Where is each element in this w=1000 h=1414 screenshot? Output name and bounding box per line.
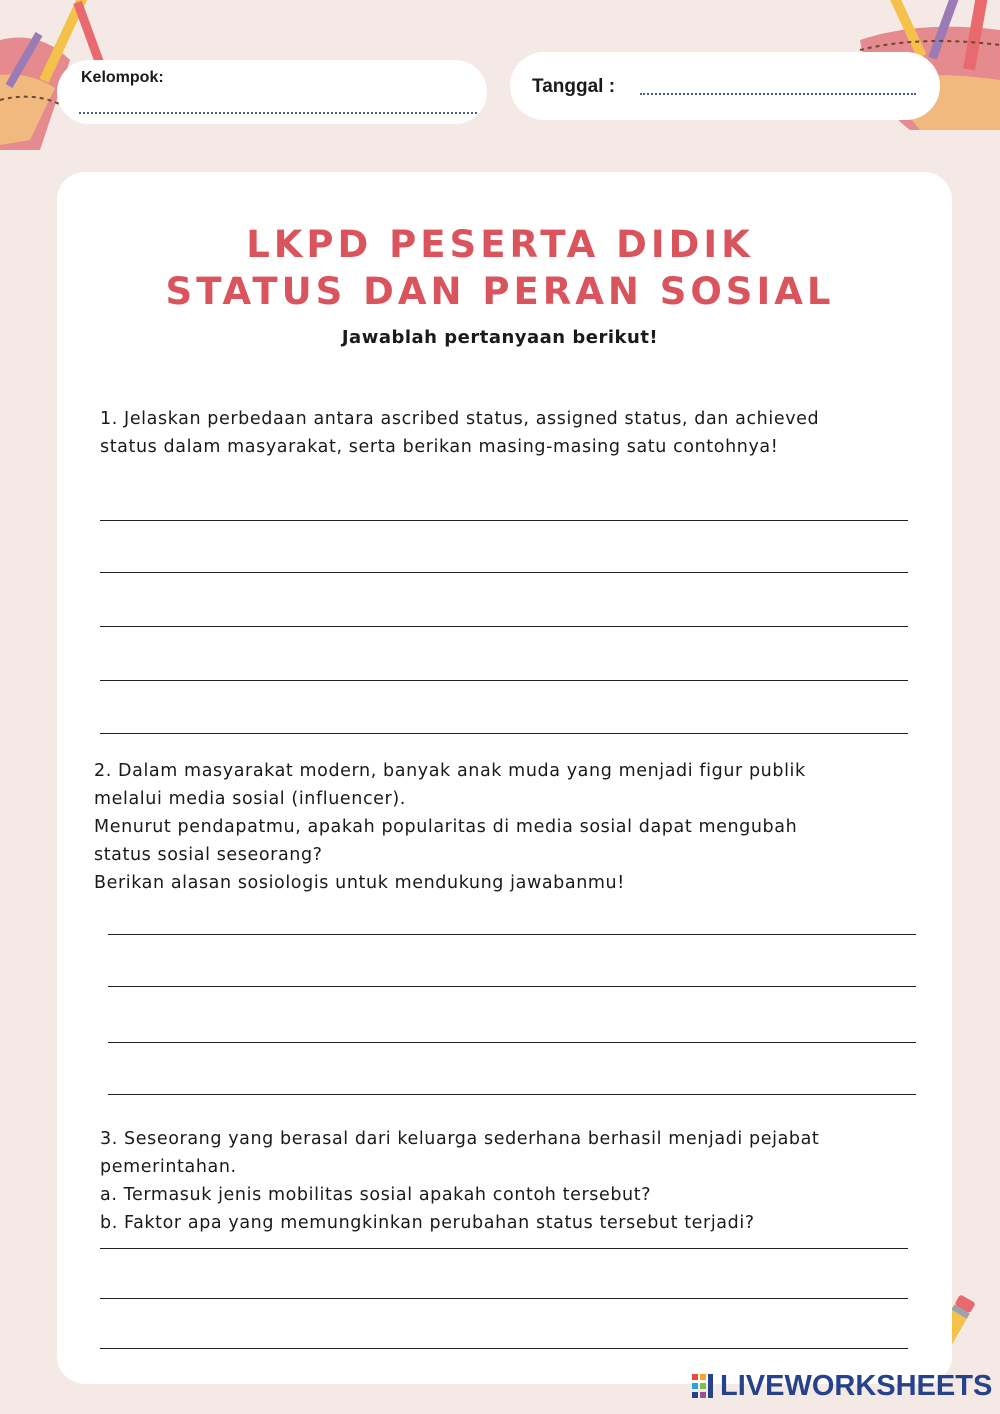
brand-name: LIVEWORKSHEETS bbox=[720, 1370, 993, 1402]
question-line: a. Termasuk jenis mobilitas sosial apakah contoh tersebut? bbox=[100, 1185, 652, 1205]
answer-line-q2[interactable] bbox=[108, 1094, 916, 1095]
question-line: pemerintahan. bbox=[100, 1157, 237, 1177]
worksheet-title-line1: LKPD PESERTA DIDIK bbox=[246, 223, 754, 266]
answer-line-q1[interactable] bbox=[100, 733, 908, 734]
question-line: status sosial seseorang? bbox=[94, 845, 323, 865]
question-line: Menurut pendapatmu, apakah popularitas di media sosial dapat mengubah bbox=[94, 817, 798, 837]
liveworksheets-logo bbox=[692, 1372, 992, 1401]
question-line: 1. Jelaskan perbedaan antara ascribed status, assigned status, dan achieved bbox=[100, 409, 820, 429]
group-label: Kelompok: bbox=[81, 69, 164, 86]
answer-line-q3[interactable] bbox=[100, 1248, 908, 1249]
answer-line-q1[interactable] bbox=[100, 520, 908, 521]
answer-line-q1[interactable] bbox=[100, 680, 908, 681]
answer-line-q2[interactable] bbox=[108, 1042, 916, 1043]
answer-line-q2[interactable] bbox=[108, 934, 916, 935]
group-input-line[interactable] bbox=[79, 112, 477, 114]
liveworksheets-mark-icon bbox=[692, 1374, 714, 1400]
answer-line-q1[interactable] bbox=[100, 572, 908, 573]
question-line: b. Faktor apa yang memungkinkan perubahan status tersebut terjadi? bbox=[100, 1213, 755, 1233]
date-field[interactable] bbox=[510, 52, 940, 120]
question-2 bbox=[94, 757, 806, 897]
question-line: melalui media sosial (influencer). bbox=[94, 789, 406, 809]
question-line: Berikan alasan sosiologis untuk mendukung jawabanmu! bbox=[94, 873, 625, 893]
worksheet-title-line2: STATUS DAN PERAN SOSIAL bbox=[165, 270, 835, 313]
question-3 bbox=[100, 1125, 819, 1237]
answer-line-q3[interactable] bbox=[100, 1298, 908, 1299]
date-label: Tanggal : bbox=[532, 76, 616, 97]
question-line: status dalam masyarakat, serta berikan masing-masing satu contohnya! bbox=[100, 437, 779, 457]
question-1 bbox=[100, 405, 819, 461]
date-input-line[interactable] bbox=[640, 93, 916, 95]
question-line: 2. Dalam masyarakat modern, banyak anak muda yang menjadi figur publik bbox=[94, 761, 806, 781]
question-line: 3. Seseorang yang berasal dari keluarga sederhana berhasil menjadi pejabat bbox=[100, 1129, 820, 1149]
answer-line-q3[interactable] bbox=[100, 1348, 908, 1349]
group-field[interactable] bbox=[57, 60, 487, 124]
answer-line-q1[interactable] bbox=[100, 626, 908, 627]
answer-line-q2[interactable] bbox=[108, 986, 916, 987]
instruction-text: Jawablah pertanyaan berikut! bbox=[341, 327, 659, 348]
